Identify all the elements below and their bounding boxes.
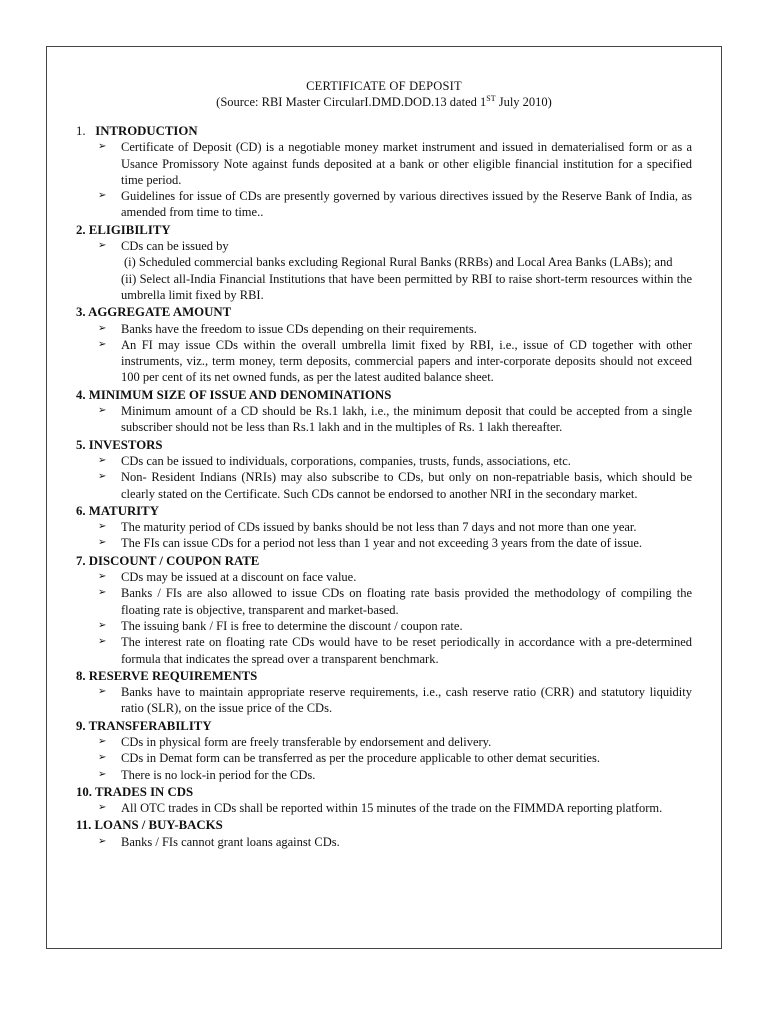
section-heading-minimum-size: 4. MINIMUM SIZE OF ISSUE AND DENOMINATIONS: [76, 387, 392, 402]
bullet-item: ➢ The issuing bank / FI is free to determine the discount / coupon rate.: [76, 618, 692, 634]
section-heading-discount-coupon: 7. DISCOUNT / COUPON RATE: [76, 553, 260, 568]
bullet-item: ➢ CDs may be issued at a discount on face value.: [76, 569, 692, 585]
bullet-item: ➢ The interest rate on floating rate CDs would have to be reset periodically in accordance with a pre-determined formula that indicates the spread over a transparent benchmark.: [76, 634, 692, 667]
bullet-item: ➢ Minimum amount of a CD should be Rs.1 lakh, i.e., the minimum deposit that could be accepted from a single subscriber should not be less than Rs.1 lakh and in the multiples of Rs. 1 lakh thereafter.: [76, 403, 692, 436]
bullet-item: ➢ Banks / FIs are also allowed to issue CDs on floating rate basis provided the methodology of compiling the floating rate is objective, transparent and market-based.: [76, 585, 692, 618]
bullet-item: ➢ Banks have the freedom to issue CDs depending on their requirements.: [76, 321, 692, 337]
bullet-item: ➢ The maturity period of CDs issued by banks should be not less than 7 days and not more than one year.: [76, 519, 692, 535]
paragraph: (i) Scheduled commercial banks excluding Regional Rural Banks (RRBs) and Local Area Banks (LABs); and: [124, 255, 673, 270]
section-heading-investors: 5. INVESTORS: [76, 437, 163, 452]
document-title: CERTIFICATE OF DEPOSIT: [306, 79, 462, 93]
paragraph: (ii) Select all-India Financial Institutions that have been permitted by RBI to raise short-term resources within the umbrella limit fixed by RBI.: [121, 271, 692, 302]
bullet-item: ➢ All OTC trades in CDs shall be reported within 15 minutes of the trade on the FIMMDA reporting platform.: [76, 800, 692, 816]
document-source: [46, 94, 722, 110]
bullet-item: ➢ CDs in Demat form can be transferred as per the procedure applicable to other demat securities.: [76, 750, 692, 766]
section-heading-trades-in-cds: 10. TRADES IN CDS: [76, 784, 194, 799]
section-number: 1.: [76, 124, 86, 138]
document-body: [76, 122, 692, 850]
bullet-item: ➢ Guidelines for issue of CDs are presently governed by various directives issued by the Reserve Bank of India, as amended from time to time..: [76, 188, 692, 221]
section-heading-transferability: 9. TRANSFERABILITY: [76, 718, 212, 733]
section-heading-introduction: [76, 123, 692, 139]
bullet-item: ➢ Non- Resident Indians (NRIs) may also subscribe to CDs, but only on non-repatriable basis, which should be clearly stated on the Certificate. Such CDs cannot be endorsed to another NRI in the secondary market.: [76, 469, 692, 502]
bullet-item: ➢ The FIs can issue CDs for a period not less than 1 year and not exceeding 3 years from the date of issue.: [76, 535, 692, 551]
section-heading-maturity: 6. MATURITY: [76, 503, 159, 518]
section-heading-aggregate-amount: 3. AGGREGATE AMOUNT: [76, 305, 232, 320]
source-prefix: (Source: RBI Master CircularI.DMD.DOD.13 dated 1: [216, 95, 487, 109]
section-heading-reserve-requirements: 8. RESERVE REQUIREMENTS: [76, 668, 258, 683]
section-heading-loans-buy-backs: 11. LOANS / BUY-BACKS: [76, 818, 223, 833]
bullet-item: ➢ Banks have to maintain appropriate reserve requirements, i.e., cash reserve ratio (CRR) and statutory liquidity ratio (SLR), on the issue price of the CDs.: [76, 684, 692, 717]
bullet-item: ➢ CDs in physical form are freely transferable by endorsement and delivery.: [76, 734, 692, 750]
source-suffix: July 2010): [495, 95, 552, 109]
bullet-item: ➢ There is no lock-in period for the CDs.: [76, 767, 692, 783]
bullet-item: ➢ CDs can be issued to individuals, corporations, companies, trusts, funds, associations, etc.: [76, 453, 692, 469]
bullet-item: ➢ An FI may issue CDs within the overall umbrella limit fixed by RBI, i.e., issue of CD together with other instruments, viz., term money, term deposits, commercial papers and inter-corporate deposits should not exceed 100 per cent of its net owned funds, as per the latest audited balance sheet.: [76, 337, 692, 386]
source-superscript: ST: [486, 94, 496, 103]
bullet-item: ➢ Banks / FIs cannot grant loans against CDs.: [76, 834, 692, 850]
section-heading-eligibility: 2. ELIGIBILITY: [76, 222, 171, 237]
bullet-item: ➢ Certificate of Deposit (CD) is a negotiable money market instrument and issued in dematerialised form or as a Usance Promissory Note against funds deposited at a bank or other eligible financial institution for a specified time period.: [76, 139, 692, 188]
section-title: INTRODUCTION: [95, 124, 198, 138]
bullet-item: ➢ CDs can be issued by: [76, 238, 692, 254]
